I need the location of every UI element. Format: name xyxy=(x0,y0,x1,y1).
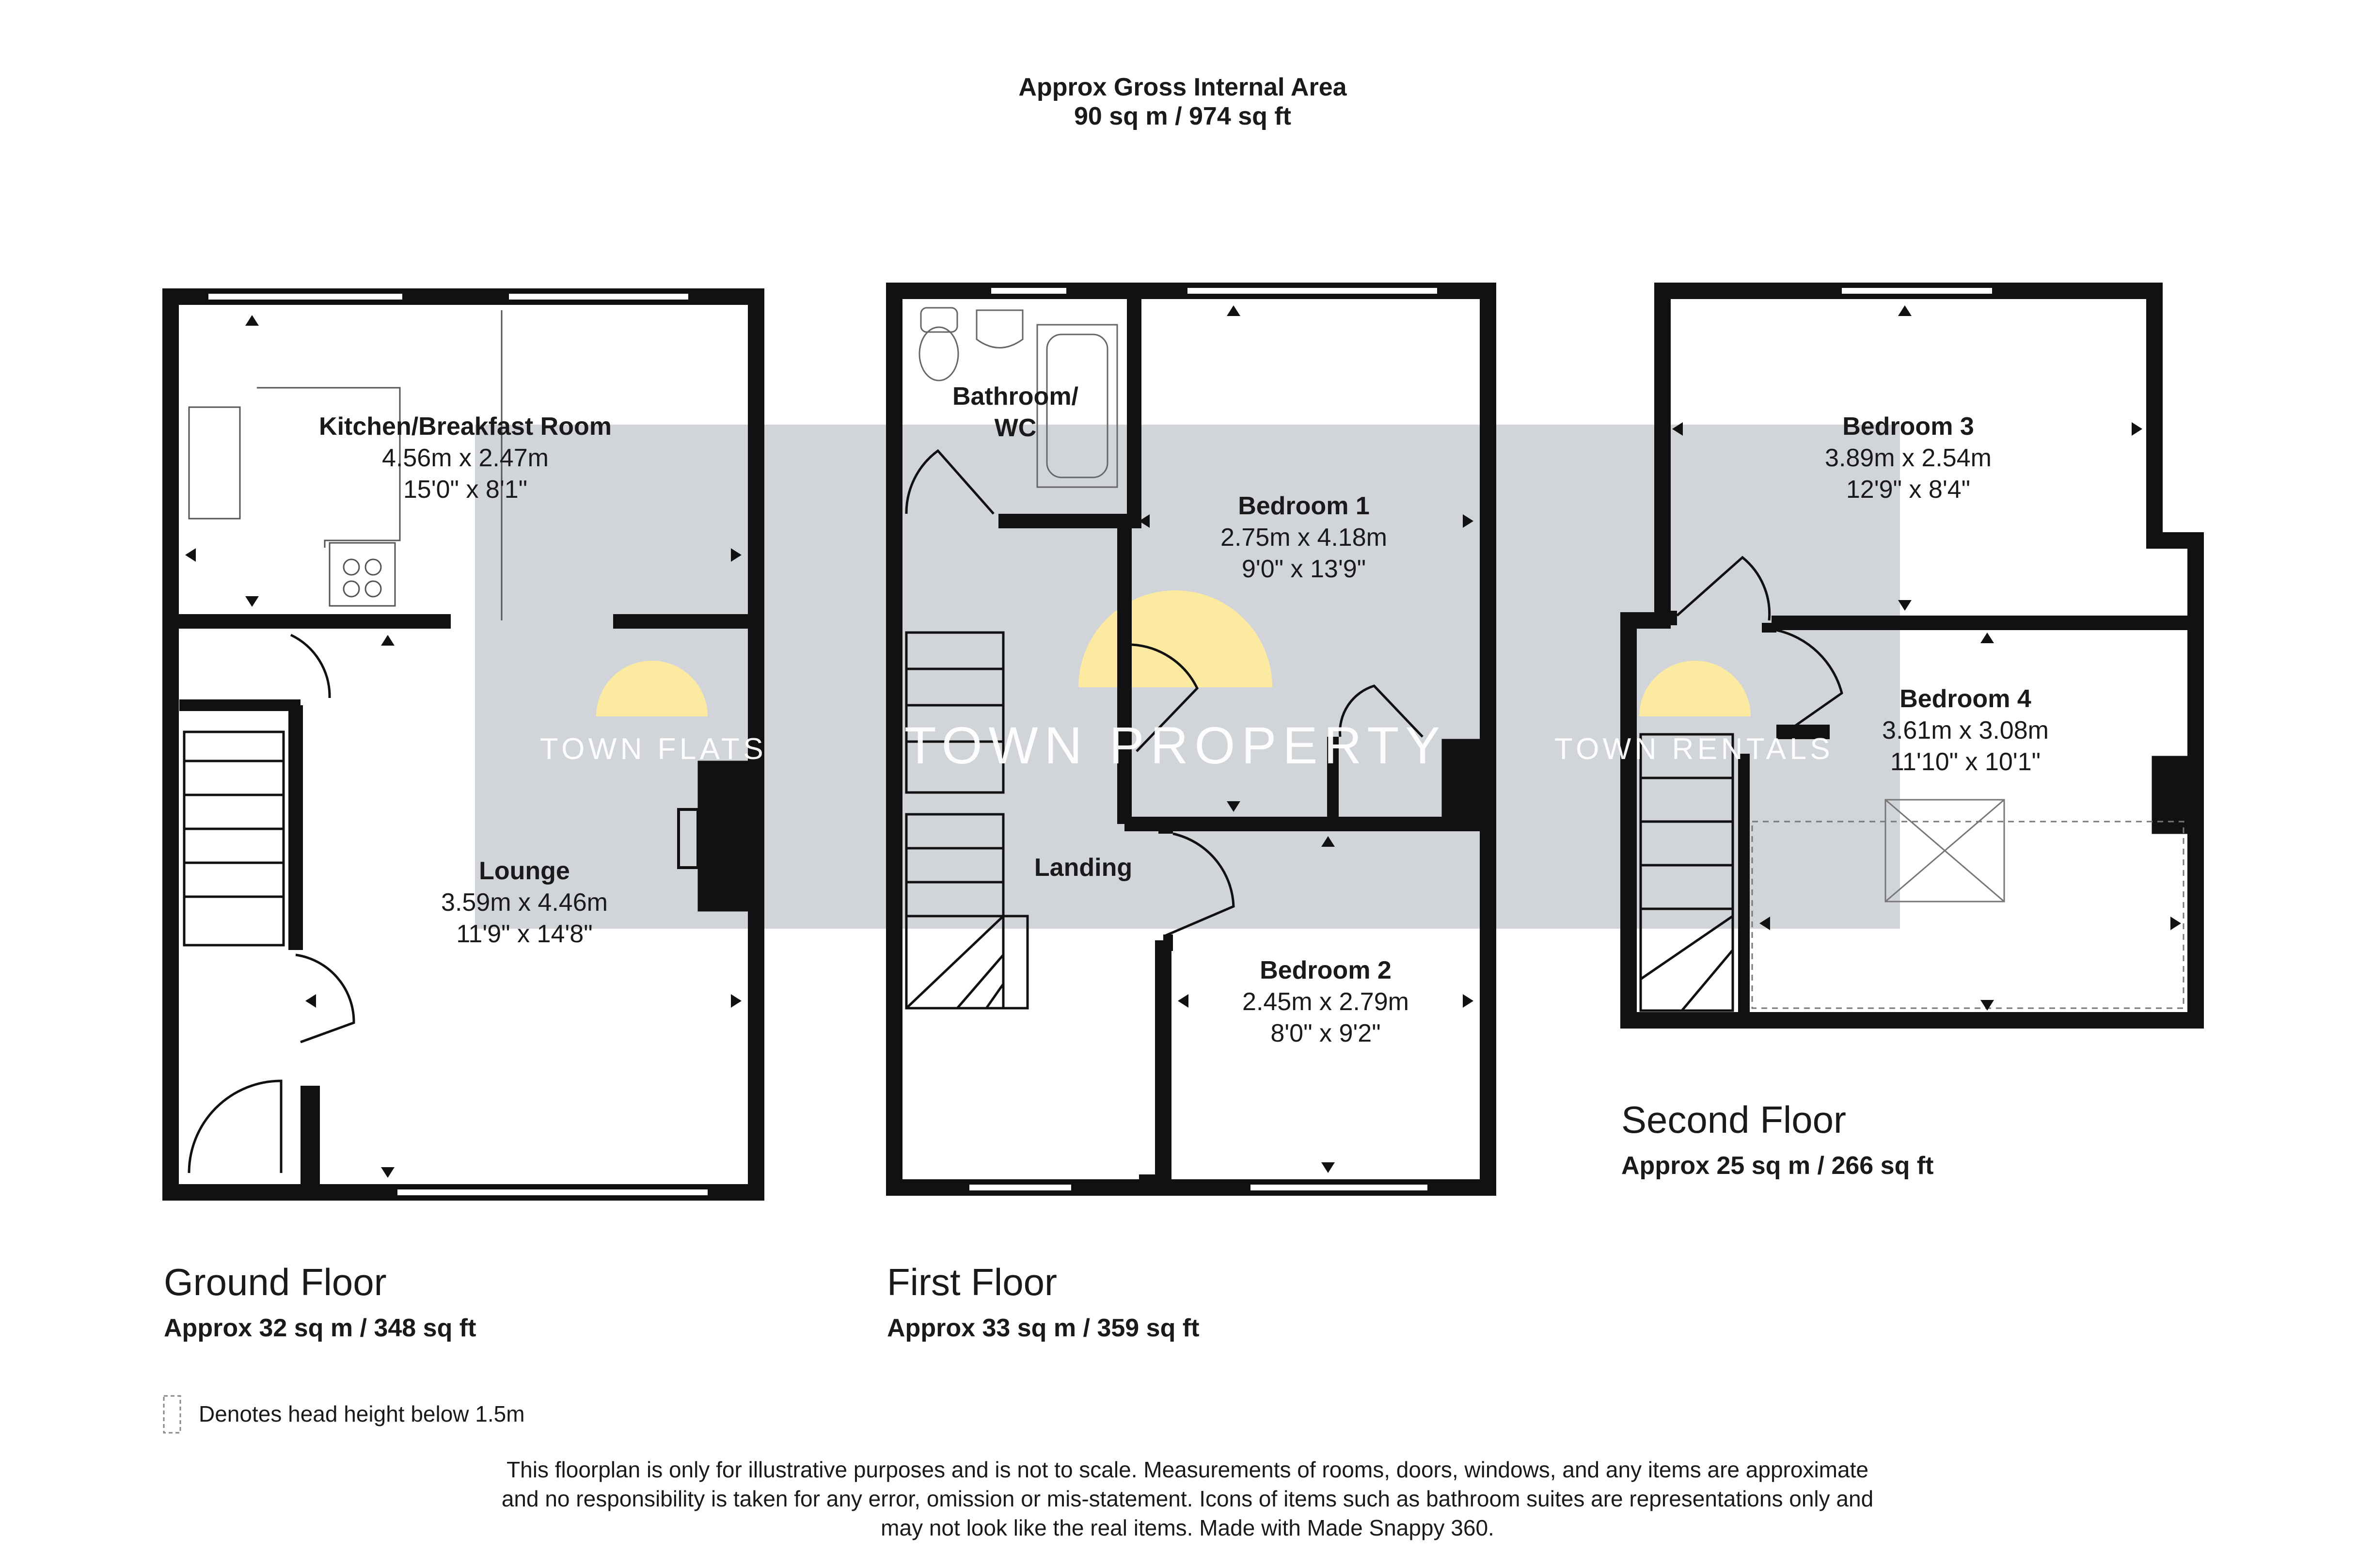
room-metric-size: 3.59m x 4.46m xyxy=(441,888,608,917)
disclaimer-line-3: may not look like the real items. Made with Made Snappy 360. xyxy=(881,1515,1494,1540)
room-metric-size: 3.61m x 3.08m xyxy=(1882,716,2049,744)
floor-area-second: Approx 25 sq m / 266 sq ft xyxy=(1621,1152,1934,1180)
room-name: Bedroom 2 xyxy=(1260,956,1392,984)
room-metric-size: 4.56m x 2.47m xyxy=(382,444,549,472)
room-name: Bedroom 3 xyxy=(1842,412,1974,441)
disclaimer-line-2: and no responsibility is taken for any error, omission or mis-statement. Icons of items such as bathroom suites are representations only and xyxy=(501,1486,1874,1511)
watermark-text-right: TOWN RENTALS xyxy=(1554,732,1834,766)
room-label-bedroom-4 xyxy=(1882,683,2049,778)
floor-title-ground: Ground Floor xyxy=(164,1261,387,1303)
room-name: Bedroom 1 xyxy=(1238,492,1370,520)
room-label-landing xyxy=(1034,852,1132,884)
watermark-text-center: TOWN PROPERTY xyxy=(904,716,1447,775)
disclaimer-line-1: This floorplan is only for illustrative purposes and is not to scale. Measurements of rooms, doors, windows, and any items are approximate xyxy=(506,1457,1868,1482)
watermark-text-left: TOWN FLATS xyxy=(539,732,767,766)
room-imperial-size: 12'9" x 8'4" xyxy=(1846,475,1971,504)
room-label-bedroom-2 xyxy=(1242,955,1409,1049)
room-name: Bedroom 4 xyxy=(1899,685,2031,713)
floor-area-ground: Approx 32 sq m / 348 sq ft xyxy=(164,1314,476,1342)
room-imperial-size: 11'10" x 10'1" xyxy=(1890,748,2041,776)
low-headroom-legend-icon xyxy=(164,1396,180,1433)
legend-text: Denotes head height below 1.5m xyxy=(199,1401,525,1426)
room-metric-size: 3.89m x 2.54m xyxy=(1825,444,1992,472)
floor-area-first: Approx 33 sq m / 359 sq ft xyxy=(887,1314,1200,1342)
room-label-lounge xyxy=(441,855,608,950)
room-metric-size: 2.45m x 2.79m xyxy=(1242,988,1409,1016)
room-metric-size: 2.75m x 4.18m xyxy=(1220,523,1387,552)
room-label-bedroom-3 xyxy=(1825,411,1992,506)
room-label-bathroom xyxy=(952,381,1078,444)
floor-title-second: Second Floor xyxy=(1621,1098,1846,1141)
room-name: Landing xyxy=(1034,854,1133,882)
room-imperial-size: 9'0" x 13'9" xyxy=(1241,555,1366,583)
room-name-line2: WC xyxy=(994,414,1037,442)
room-label-kitchen xyxy=(319,411,612,506)
room-name: Bathroom/ xyxy=(952,382,1078,411)
total-area: 90 sq m / 974 sq ft xyxy=(1074,102,1291,130)
room-label-bedroom-1 xyxy=(1220,491,1387,585)
room-imperial-size: 11'9" x 14'8" xyxy=(456,920,593,948)
floor-title-first: First Floor xyxy=(887,1261,1057,1303)
room-name: Kitchen/Breakfast Room xyxy=(319,412,612,441)
page-title: Approx Gross Internal Area xyxy=(1018,73,1347,101)
room-imperial-size: 8'0" x 9'2" xyxy=(1270,1019,1381,1047)
room-name: Lounge xyxy=(479,857,570,885)
room-imperial-size: 15'0" x 8'1" xyxy=(403,475,528,504)
